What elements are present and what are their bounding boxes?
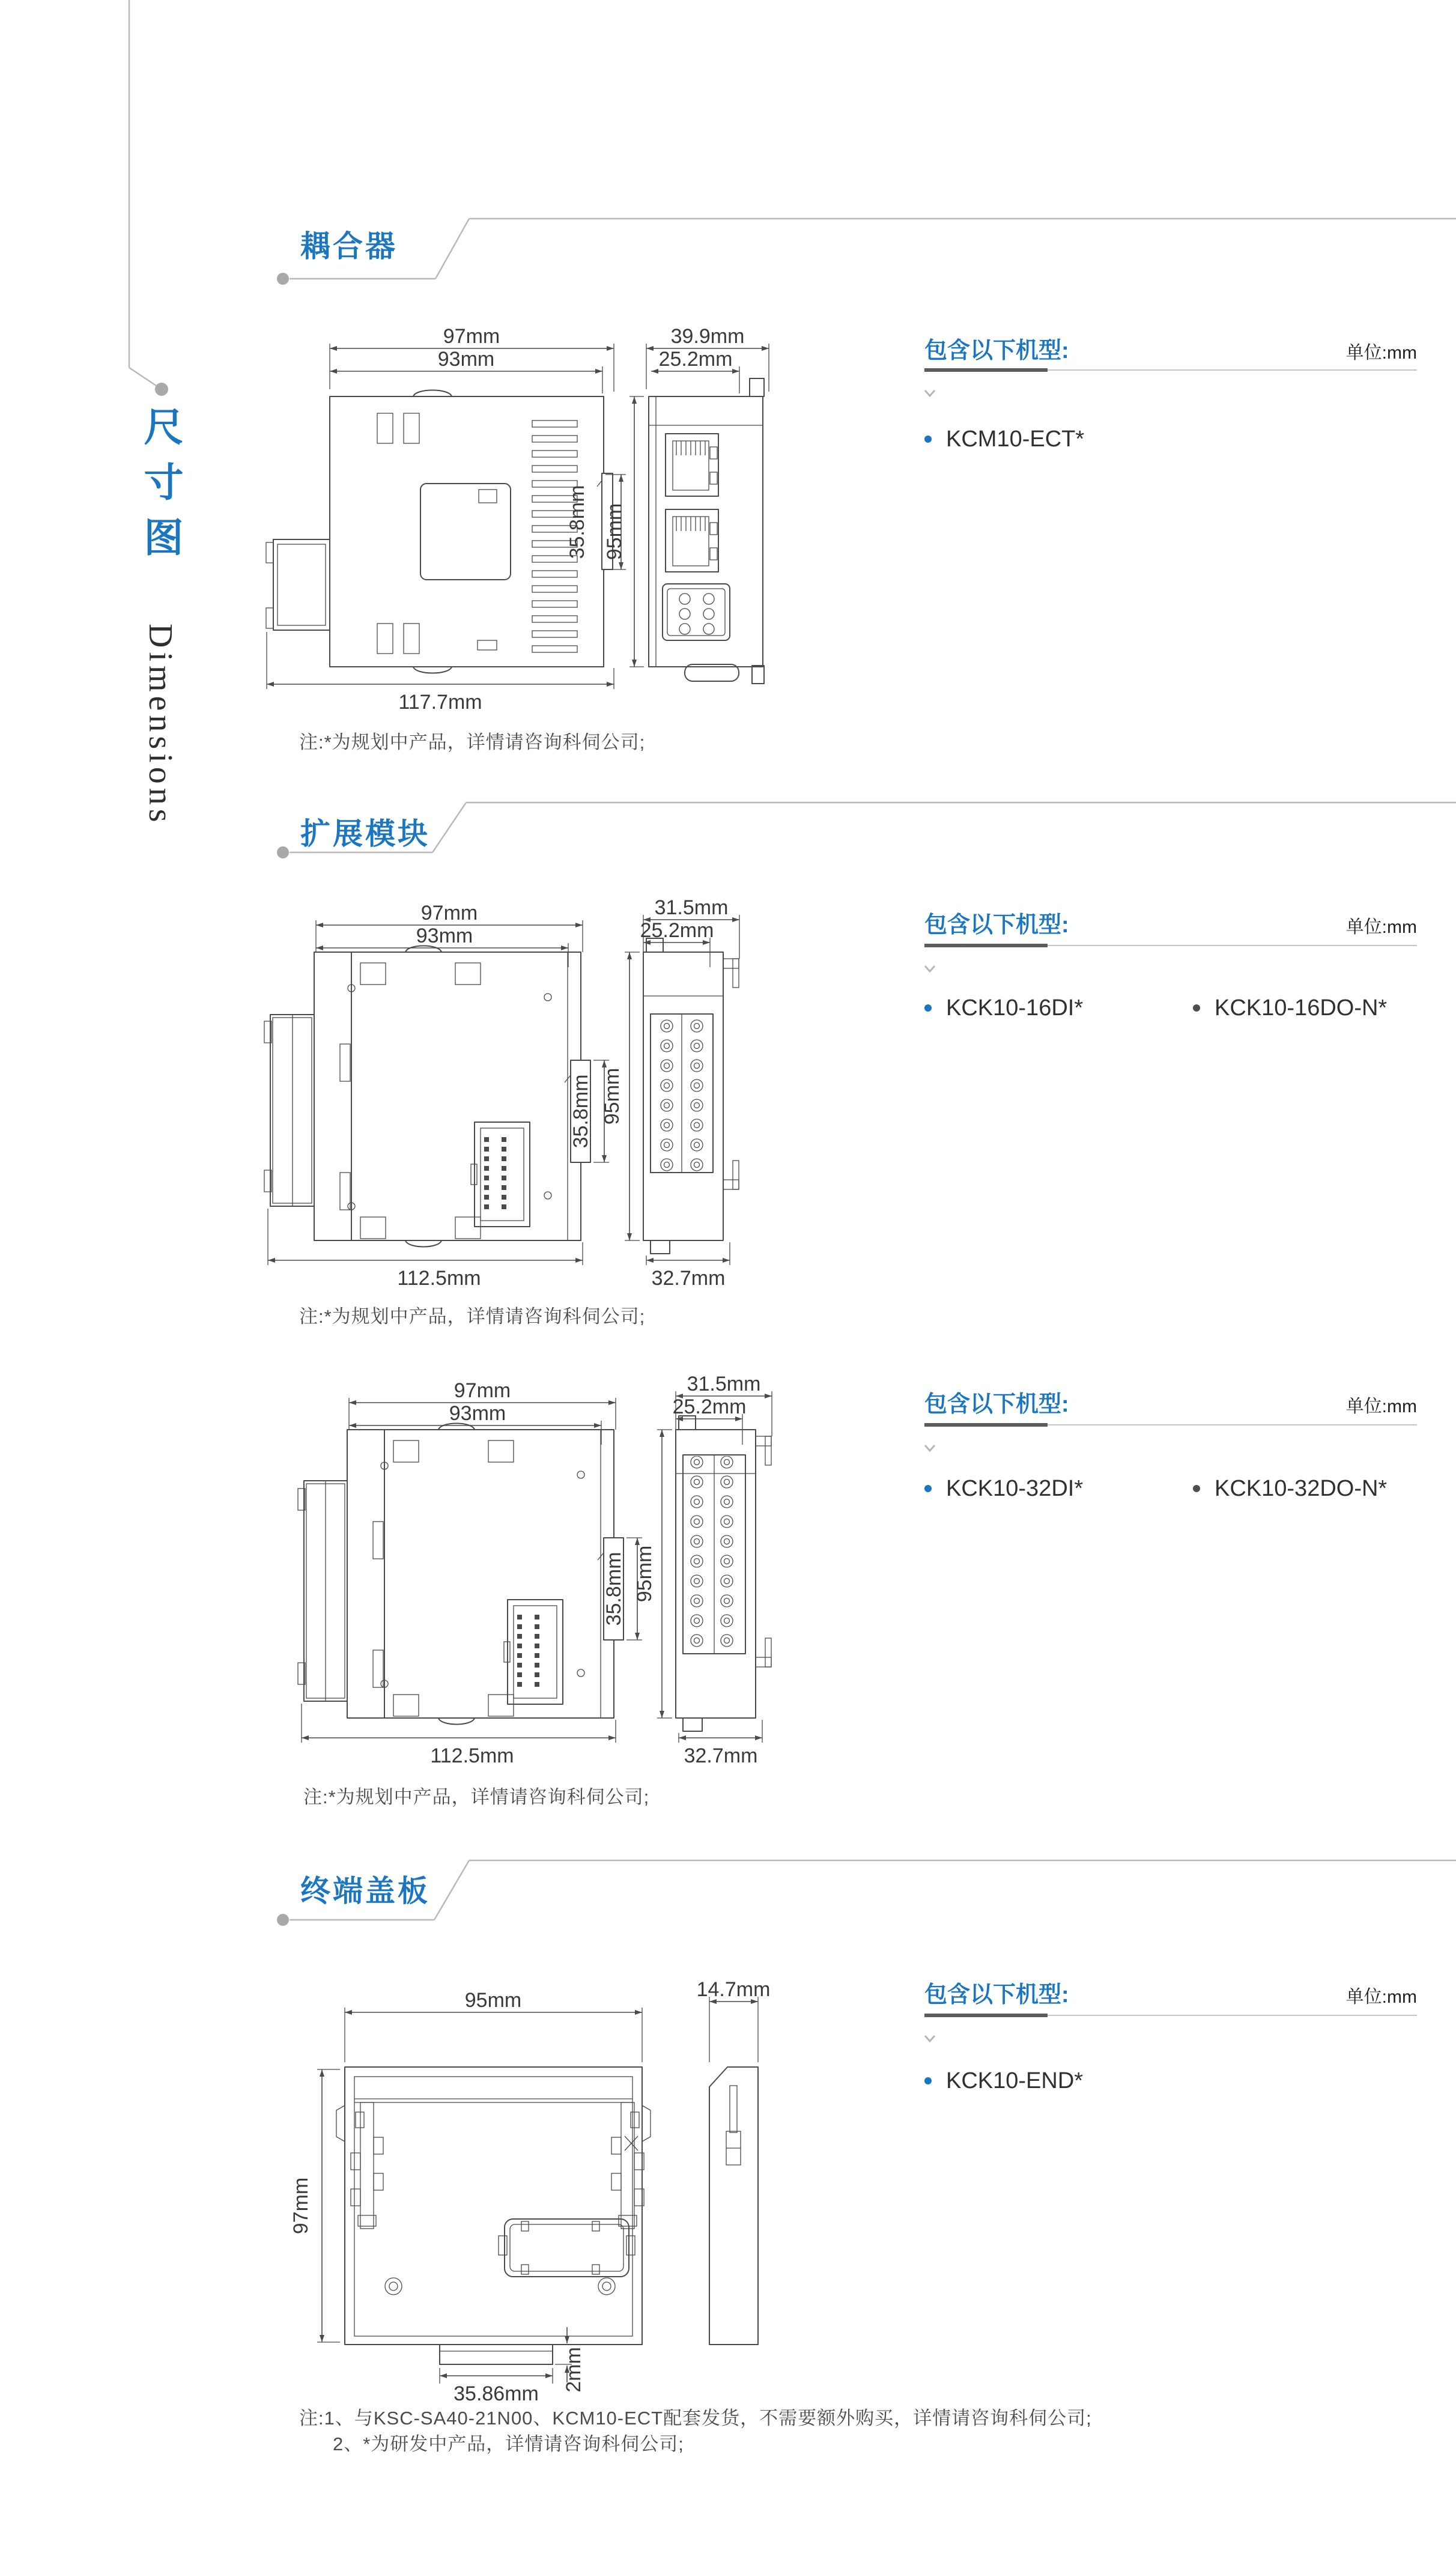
- section-header-expansion: 扩展模块: [300, 817, 430, 851]
- model-item: [924, 994, 1083, 1022]
- panel1-divider: [924, 368, 1417, 372]
- model-bullet: [1193, 1004, 1200, 1012]
- page-title-vertical: 尺寸图: [138, 406, 183, 572]
- dim-module16-side-width-outer: 31.5mm: [654, 896, 729, 919]
- panel2-unit: 单位:mm: [1345, 917, 1417, 937]
- coupler-side-view-drawing: [603, 325, 769, 684]
- model-label: KCK10-16DI*: [946, 995, 1084, 1021]
- dim-module32-rail-height: 35.8mm: [602, 1552, 625, 1626]
- model-bullet: [924, 1004, 932, 1012]
- dim-coupler-rail-height: 35.8mm: [566, 485, 589, 559]
- dim-coupler-side-height: 95mm: [603, 503, 626, 560]
- model-label: KCK10-16DO-N*: [1215, 995, 1388, 1021]
- panel3-unit: 单位:mm: [1345, 1397, 1417, 1416]
- model-item: [1193, 1475, 1387, 1502]
- panel4-unit: 单位:mm: [1345, 1987, 1417, 2007]
- section1-header-line: [277, 219, 1456, 285]
- dim-coupler-front-depth: 117.7mm: [398, 691, 482, 714]
- dim-module32-side-width-inner: 25.2mm: [672, 1395, 747, 1418]
- panel2-divider: [924, 944, 1417, 947]
- note-module32: 注:*为规划中产品，详情请咨询科伺公司;: [303, 1786, 650, 1808]
- dim-coupler-side-width-inner: 25.2mm: [658, 348, 733, 371]
- dim-module16-side-depth: 32.7mm: [651, 1267, 726, 1290]
- panel2-title: 包含以下机型:: [924, 912, 1069, 938]
- chevron-down-icon: [924, 389, 936, 398]
- note-endcover-line2: 2、*为研发中产品，详情请咨询科伺公司;: [333, 2433, 684, 2454]
- dim-endcover-tab-width: 35.86mm: [453, 2382, 539, 2405]
- dim-module16-front-width-inner: 93mm: [416, 924, 473, 947]
- section-header-coupler: 耦合器: [300, 229, 398, 263]
- dim-endcover-height: 97mm: [290, 2177, 312, 2235]
- model-bullet: [1193, 1485, 1200, 1492]
- module32-side-view-drawing: [633, 1373, 772, 1767]
- note-coupler: 注:*为规划中产品，详情请咨询科伺公司;: [299, 732, 646, 753]
- dim-coupler-side-width-outer: 39.9mm: [670, 325, 745, 348]
- model-bullet: [924, 1485, 932, 1492]
- dim-endcover-step: 2mm: [562, 2347, 585, 2393]
- sidebar-decoration-line: [129, 0, 168, 396]
- dim-module16-rail-height: 35.8mm: [569, 1074, 592, 1149]
- coupler-front-view-drawing: [266, 325, 626, 714]
- dim-coupler-front-width-outer: 97mm: [443, 325, 500, 348]
- dim-coupler-front-width-inner: 93mm: [437, 348, 495, 371]
- section4-header-line: [277, 1860, 1456, 1926]
- chevron-down-icon: [924, 2035, 936, 2043]
- panel4-divider: [924, 2014, 1417, 2017]
- panel1-title: 包含以下机型:: [924, 338, 1069, 363]
- panel4-title: 包含以下机型:: [924, 1982, 1069, 2008]
- page-title-english: Dimensions: [142, 624, 179, 827]
- panel1-unit: 单位:mm: [1345, 343, 1417, 363]
- model-item: [924, 2067, 1083, 2095]
- model-label: KCM10-ECT*: [946, 426, 1085, 452]
- model-item: [1193, 994, 1387, 1022]
- model-label: KCK10-END*: [946, 2068, 1084, 2093]
- dim-module16-side-height: 95mm: [601, 1067, 623, 1125]
- dim-module32-side-depth: 32.7mm: [684, 1744, 758, 1767]
- dim-module16-front-depth: 112.5mm: [397, 1267, 481, 1290]
- note-endcover-line1: 注:1、与KSC-SA40-21N00、KCM10-ECT配套发货，不需要额外购买，详情请咨询科伺公司;: [299, 2408, 1092, 2429]
- model-item: [924, 425, 1084, 453]
- model-bullet: [924, 436, 932, 443]
- panel3-divider: [924, 1423, 1417, 1427]
- section-header-endcover: 终端盖板: [300, 1874, 430, 1908]
- section2-header-line: [277, 803, 1456, 858]
- dim-endcover-side-width: 14.7mm: [696, 1978, 771, 2001]
- dim-module32-front-width-outer: 97mm: [453, 1379, 511, 1402]
- panel3-title: 包含以下机型:: [924, 1392, 1069, 1417]
- model-label: KCK10-32DI*: [946, 1475, 1084, 1501]
- chevron-down-icon: [924, 965, 936, 973]
- chevron-down-icon: [924, 1444, 936, 1452]
- model-bullet: [924, 2077, 932, 2084]
- note-module16: 注:*为规划中产品，详情请咨询科伺公司;: [299, 1306, 646, 1327]
- endcover-front-view-drawing: [290, 1989, 651, 2405]
- endcover-side-view-drawing: [697, 1978, 771, 2345]
- dim-module16-front-width-outer: 97mm: [420, 902, 478, 924]
- model-item: [924, 1475, 1083, 1502]
- module32-front-view-drawing: [298, 1379, 642, 1767]
- dim-module32-side-height: 95mm: [633, 1545, 656, 1603]
- dim-module16-side-width-inner: 25.2mm: [640, 919, 714, 942]
- dim-endcover-width: 95mm: [464, 1989, 522, 2012]
- dim-module32-front-depth: 112.5mm: [430, 1744, 514, 1767]
- dim-module32-front-width-inner: 93mm: [449, 1402, 506, 1425]
- model-label: KCK10-32DO-N*: [1215, 1475, 1388, 1501]
- module16-front-view-drawing: [264, 902, 609, 1290]
- dim-module32-side-width-outer: 31.5mm: [687, 1373, 761, 1395]
- module16-side-view-drawing: [601, 896, 739, 1290]
